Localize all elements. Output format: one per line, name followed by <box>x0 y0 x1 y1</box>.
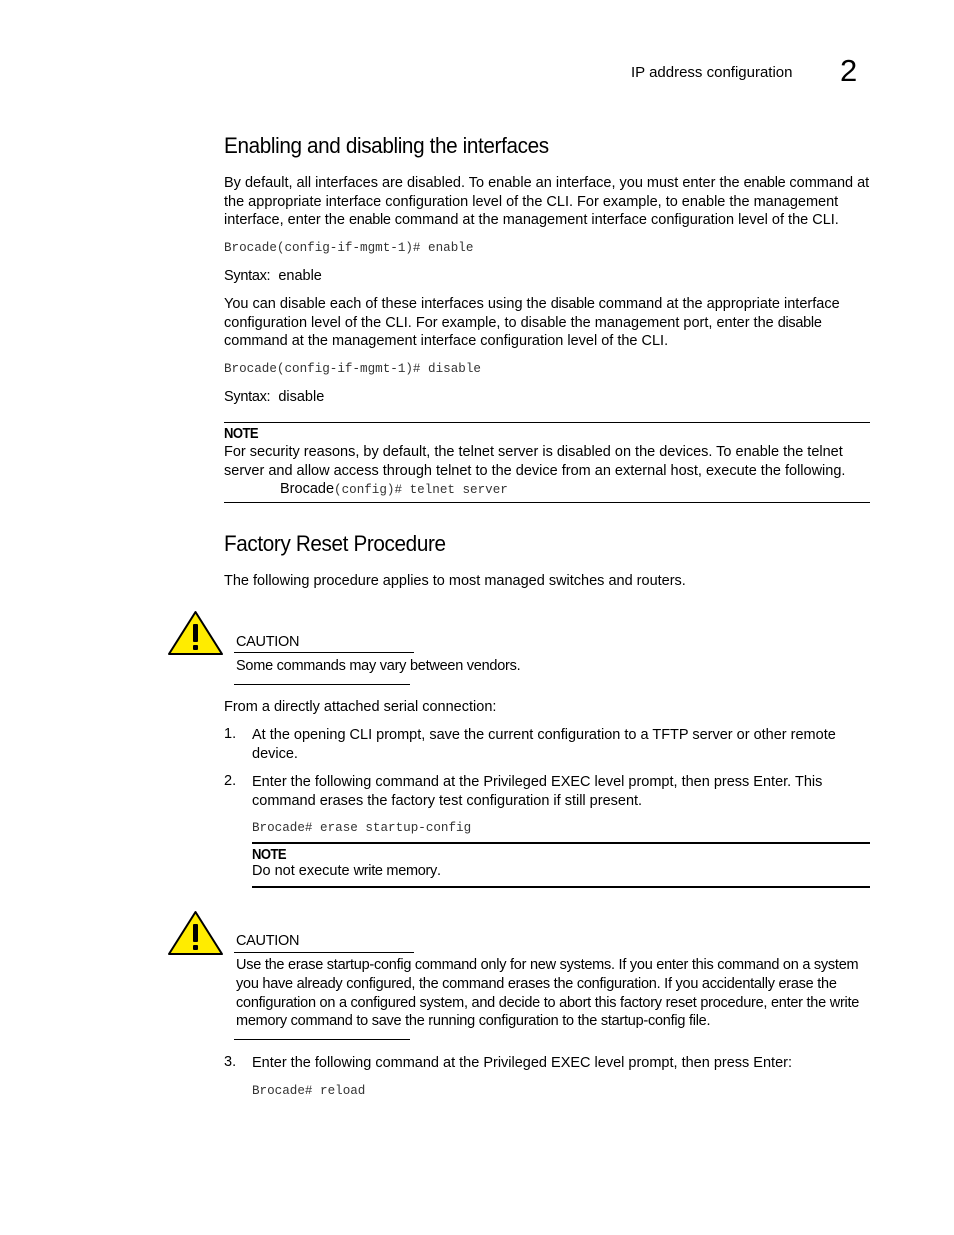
code-disable: Brocade(config-if-mgmt-1)# disable <box>224 362 481 376</box>
text-run: command at the management interface configuration level of the CLI. <box>224 333 669 350</box>
code-reload: Brocade# reload <box>252 1084 366 1098</box>
note-text <box>252 862 852 881</box>
step-number: 3. <box>224 1054 237 1070</box>
caution-label-rule <box>234 952 414 953</box>
text-run: Do not execute <box>252 863 354 879</box>
syntax-value: enable <box>278 268 322 284</box>
note-bottom-rule <box>224 502 870 503</box>
note-text: For security reasons, by default, the telnet server is disabled on the devices. To enable the telnet server and allow access through telnet to the device from an external host, execute the following. <box>224 444 846 479</box>
warning-triangle-icon <box>167 910 224 956</box>
step-number: 2. <box>224 773 237 789</box>
step-text: Enter the following command at the Privileged EXEC level prompt, then press Enter: <box>252 1055 792 1071</box>
note-bottom-rule <box>252 886 870 888</box>
note-label: NOTE <box>252 847 287 863</box>
caution-label: CAUTION <box>236 933 300 949</box>
caution-text: Some commands may vary between vendors. <box>236 658 521 674</box>
caution-label-rule <box>234 652 414 653</box>
caution-label: CAUTION <box>236 634 300 650</box>
section-heading-interfaces: Enabling and disabling the interfaces <box>224 133 549 158</box>
syntax-label: Syntax: <box>224 268 271 284</box>
step-text: Enter the following command at the Privileged EXEC level prompt, then press Enter. This command erases the factory test configuration if still present. <box>252 774 823 809</box>
note-label: NOTE <box>224 426 259 442</box>
caution-text: Use the erase startup-config command only for new systems. If you enter this command on a system you have already configured, the command erases the configuration. If you accidentally erase the configuration on a configured system, and decide to abort this factory reset procedure, enter the write memory command to save the running configuration to the startup-config file. <box>236 957 860 1030</box>
syntax-enable <box>224 268 322 284</box>
keyword-enable: enable <box>348 212 391 229</box>
text-run: By default, all interfaces are disabled. To enable an interface, you must enter the <box>224 175 744 191</box>
note-top-rule <box>252 842 870 844</box>
text-run: command at the management interface configuration level of the CLI. <box>390 212 839 229</box>
keyword-disable: disable <box>777 314 822 331</box>
note-top-rule <box>224 422 870 423</box>
step-text: At the opening CLI prompt, save the current configuration to a TFTP server or other remote device. <box>252 727 836 762</box>
syntax-value: disable <box>278 389 325 405</box>
text-run: command at the appropriate interface configuration level of the CLI. For example, to disable the management port, enter the <box>224 296 840 331</box>
chapter-title: IP address configuration <box>631 64 793 81</box>
keyword-disable: disable <box>550 296 595 312</box>
section-heading-factory-reset: Factory Reset Procedure <box>224 531 446 556</box>
warning-triangle-icon <box>167 610 224 656</box>
syntax-disable <box>224 389 324 405</box>
code-enable: Brocade(config-if-mgmt-1)# enable <box>224 241 474 255</box>
caution-bottom-rule <box>234 1039 410 1040</box>
caution-bottom-rule <box>234 684 410 685</box>
text-run: command at the appropriate interface configuration level of the CLI. For example, to enable the management interface, enter the <box>224 175 870 229</box>
keyword-write-memory: write memory <box>353 863 437 879</box>
step-number: 1. <box>224 726 237 742</box>
text-run: . <box>437 863 442 879</box>
note-command-prefix: Brocade <box>280 481 335 497</box>
note-command-code: (config)# telnet server <box>334 483 508 497</box>
note-command <box>280 481 508 497</box>
paragraph-enable <box>224 174 874 230</box>
paragraph-disable <box>224 295 874 351</box>
paragraph-intro: The following procedure applies to most managed switches and routers. <box>224 573 686 589</box>
chapter-number: 2 <box>840 53 858 88</box>
code-erase-startup-config: Brocade# erase startup-config <box>252 821 472 835</box>
paragraph-serial-intro: From a directly attached serial connection: <box>224 699 497 715</box>
syntax-label: Syntax: <box>224 389 271 405</box>
keyword-enable: enable <box>743 175 786 191</box>
text-run: You can disable each of these interfaces using the <box>224 296 551 312</box>
